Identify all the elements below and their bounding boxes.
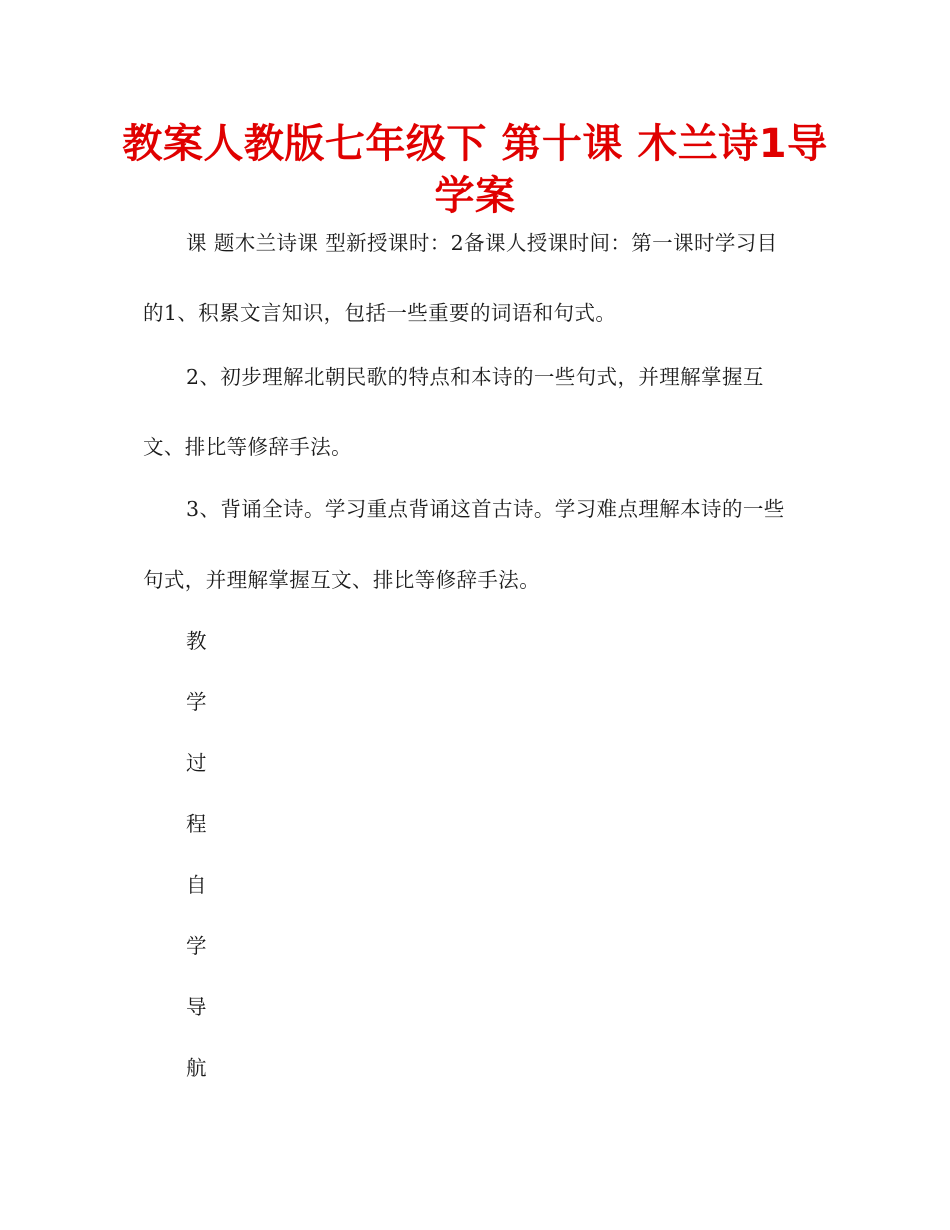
vertical-char: 航 [186,1056,207,1080]
vertical-char: 教 [186,629,207,653]
paragraph-line-3: 2、初步理解北朝民歌的特点和本诗的一些句式，并理解掌握互 [186,365,764,389]
paragraph-line-5: 3、背诵全诗。学习重点背诵这首古诗。学习难点理解本诗的一些 [186,497,785,521]
vertical-char: 学 [186,690,207,714]
paragraph-line-6: 句式，并理解掌握互文、排比等修辞手法。 [143,568,541,592]
paragraph-line-2: 的1、积累文言知识，包括一些重要的词语和句式。 [143,301,617,325]
document-title: 教案人教版七年级下 第十课 木兰诗1导学案 [122,121,828,219]
paragraph-line-1: 课 题木兰诗课 型新授课时：2备课人授课时间：第一课时学习目 [186,231,778,255]
vertical-char: 过 [186,751,207,775]
vertical-char: 学 [186,934,207,958]
vertical-char: 自 [186,873,207,897]
paragraph-line-4: 文、排比等修辞手法。 [143,435,352,459]
vertical-char: 程 [186,812,207,836]
vertical-char: 导 [186,995,207,1019]
